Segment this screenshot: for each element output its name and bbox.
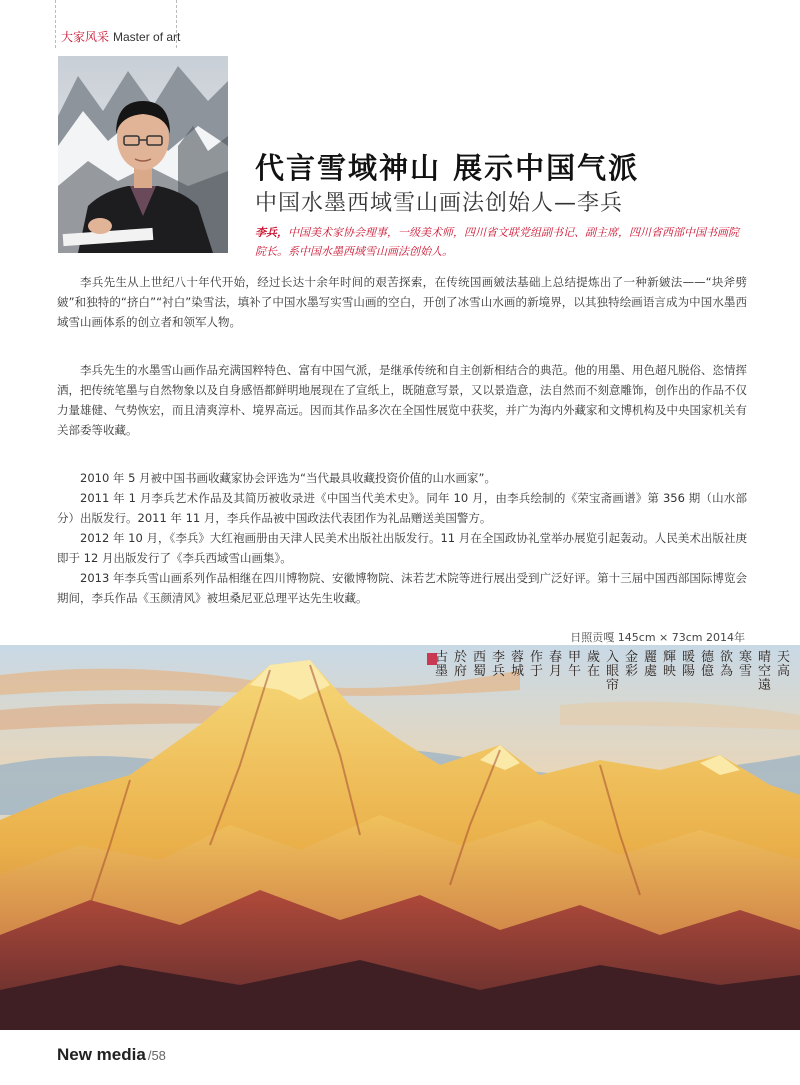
inscription-character: 雪 <box>738 664 752 679</box>
article-body <box>57 272 747 608</box>
portrait-illustration <box>58 56 228 253</box>
inscription-character: 德 <box>700 650 714 665</box>
inscription-character: 映 <box>662 664 676 679</box>
calligraphy-inscription <box>0 645 800 1030</box>
timeline-entry: 2011 年 1 月李兵艺术作品及其简历被收录进《中国当代美术史》。同年 10 月，由李兵绘制的《荣宝斋画谱》第 356 期（山水部分）出版发行。2011 年 11 月，李兵作品被中国政法代表团作为礼品赠送美国警方。 <box>57 491 747 525</box>
paragraph-spacer <box>57 332 747 360</box>
inscription-column <box>473 650 486 679</box>
inscription-character: 眼 <box>605 664 619 679</box>
inscription-character: 晴 <box>757 650 771 665</box>
artist-bio <box>255 223 745 261</box>
painting-image <box>0 645 800 1030</box>
body-paragraph: 李兵先生从上世纪八十年代开始，经过长达十余年时间的艰苦探索，在传统国画皴法基础上总结提炼出了一种新皴法——“块斧劈皴”和独特的“挤白”“衬白”染雪法，填补了中国水墨写实雪山画的空白，开创了冰雪山水画的新境界，以其独特绘画语言成为中国水墨西域雪山画体系的创立者和领军人物。 <box>57 275 747 329</box>
inscription-character: 遠 <box>757 678 771 693</box>
inscription-character: 兵 <box>491 664 505 679</box>
painting-caption: 日照贡嘎 145cm × 73cm 2014年 <box>570 631 745 644</box>
inscription-column <box>435 649 448 679</box>
inscription-column <box>663 649 676 679</box>
inscription-character: 午 <box>567 664 581 679</box>
magazine-brand: New media <box>57 1045 146 1064</box>
article-subheadline: 中国水墨西域雪山画法创始人—李兵 <box>255 191 624 216</box>
inscription-character: 蜀 <box>472 664 486 679</box>
article-headline: 代言雪域神山 展示中国气派 <box>255 151 640 185</box>
section-tag <box>55 0 181 48</box>
section-label-cn: 大家风采 <box>61 30 110 44</box>
inscription-column <box>606 650 619 693</box>
inscription-column <box>492 649 505 679</box>
page-number: 58 <box>151 1048 166 1063</box>
inscription-character: 作 <box>529 650 543 665</box>
inscription-character: 入 <box>605 650 619 665</box>
inscription-character: 處 <box>643 664 657 679</box>
inscription-character: 輝 <box>662 650 676 665</box>
inscription-column <box>644 650 657 679</box>
inscription-column <box>720 650 733 679</box>
inscription-character: 天 <box>776 650 790 665</box>
inscription-character: 墨 <box>434 664 448 679</box>
section-tag-text <box>61 28 180 45</box>
inscription-column <box>739 649 752 679</box>
inscription-character: 彩 <box>624 664 638 679</box>
inscription-character: 歲 <box>586 650 600 665</box>
inscription-character: 億 <box>700 664 714 679</box>
inscription-character: 西 <box>472 650 486 665</box>
inscription-character: 古 <box>434 650 448 665</box>
footer-separator: / <box>147 1048 152 1063</box>
paragraph-spacer <box>57 440 747 468</box>
inscription-character: 暖 <box>681 650 695 665</box>
inscription-column <box>568 650 581 679</box>
inscription-character: 為 <box>719 664 733 679</box>
inscription-column <box>625 649 638 679</box>
inscription-character: 陽 <box>681 664 695 679</box>
timeline-entry: 2012 年 10 月，《李兵》大红袍画册由天津人民美术出版社出版发行。11 月在全国政协礼堂举办展览引起轰动。人民美术出版社庚即于 12 月出版发行了《李兵西域雪山画集》。 <box>57 531 747 565</box>
inscription-column <box>682 649 695 679</box>
inscription-character: 春 <box>548 650 562 665</box>
inscription-column <box>549 650 562 679</box>
inscription-character: 蓉 <box>510 650 524 665</box>
timeline-entry: 2013 年李兵雪山画系列作品相继在四川博物院、安徽博物院、沫若艺术院等进行展出受到广泛好评。第十三届中国西部国际博览会期间，李兵作品《玉颜清风》被坦桑尼亚总理平达先生收藏。 <box>57 571 747 605</box>
inscription-character: 帘 <box>605 678 619 693</box>
inscription-character: 高 <box>776 664 790 679</box>
inscription-character: 府 <box>453 664 467 679</box>
page-footer <box>57 1045 166 1065</box>
inscription-column <box>530 650 543 679</box>
body-paragraph: 李兵先生的水墨雪山画作品充满国粹特色、富有中国气派，是继承传统和自主创新相结合的典范。他的用墨、用色超凡脱俗、恣情挥洒，把传统笔墨与自然物象以及自身感悟都鲜明地展现在了宣纸上，既随意写景，又以景造意，法自然而不刻意雕饰，创作出的作品不仅力量雄健、气势恢宏，而且清爽淳朴、境界高远。因而其作品多次在全国性展览中获奖，并广为海内外藏家和文博机构及中央国家机关有关部委等收藏。 <box>57 363 747 437</box>
bio-text: 中国美术家协会理事，一级美术师，四川省文联党组副书记、副主席，四川省西部中国书画院院长。系中国水墨西域雪山画法创始人。 <box>255 226 739 258</box>
inscription-character: 李 <box>491 650 505 665</box>
inscription-column <box>777 650 790 679</box>
inscription-character: 空 <box>757 664 771 679</box>
inscription-column <box>587 649 600 679</box>
inscription-character: 月 <box>548 664 562 679</box>
inscription-character: 金 <box>624 650 638 665</box>
inscription-character: 于 <box>529 664 543 679</box>
inscription-character: 城 <box>510 664 524 679</box>
artist-portrait <box>58 56 228 253</box>
timeline-entry: 2010 年 5 月被中国书画收藏家协会评选为“当代最具收藏投资价值的山水画家”。 <box>80 471 496 485</box>
section-label-en: Master of art <box>113 30 181 44</box>
inscription-character: 在 <box>586 664 600 679</box>
inscription-character: 甲 <box>567 650 581 665</box>
inscription-character: 麗 <box>643 650 657 665</box>
inscription-character: 欲 <box>719 650 733 665</box>
inscription-character: 寒 <box>738 650 752 665</box>
inscription-column <box>701 650 715 679</box>
bio-name: 李兵， <box>255 226 288 239</box>
inscription-column <box>454 650 467 679</box>
inscription-column <box>758 649 771 693</box>
inscription-column <box>511 649 524 679</box>
inscription-character: 於 <box>453 650 467 665</box>
